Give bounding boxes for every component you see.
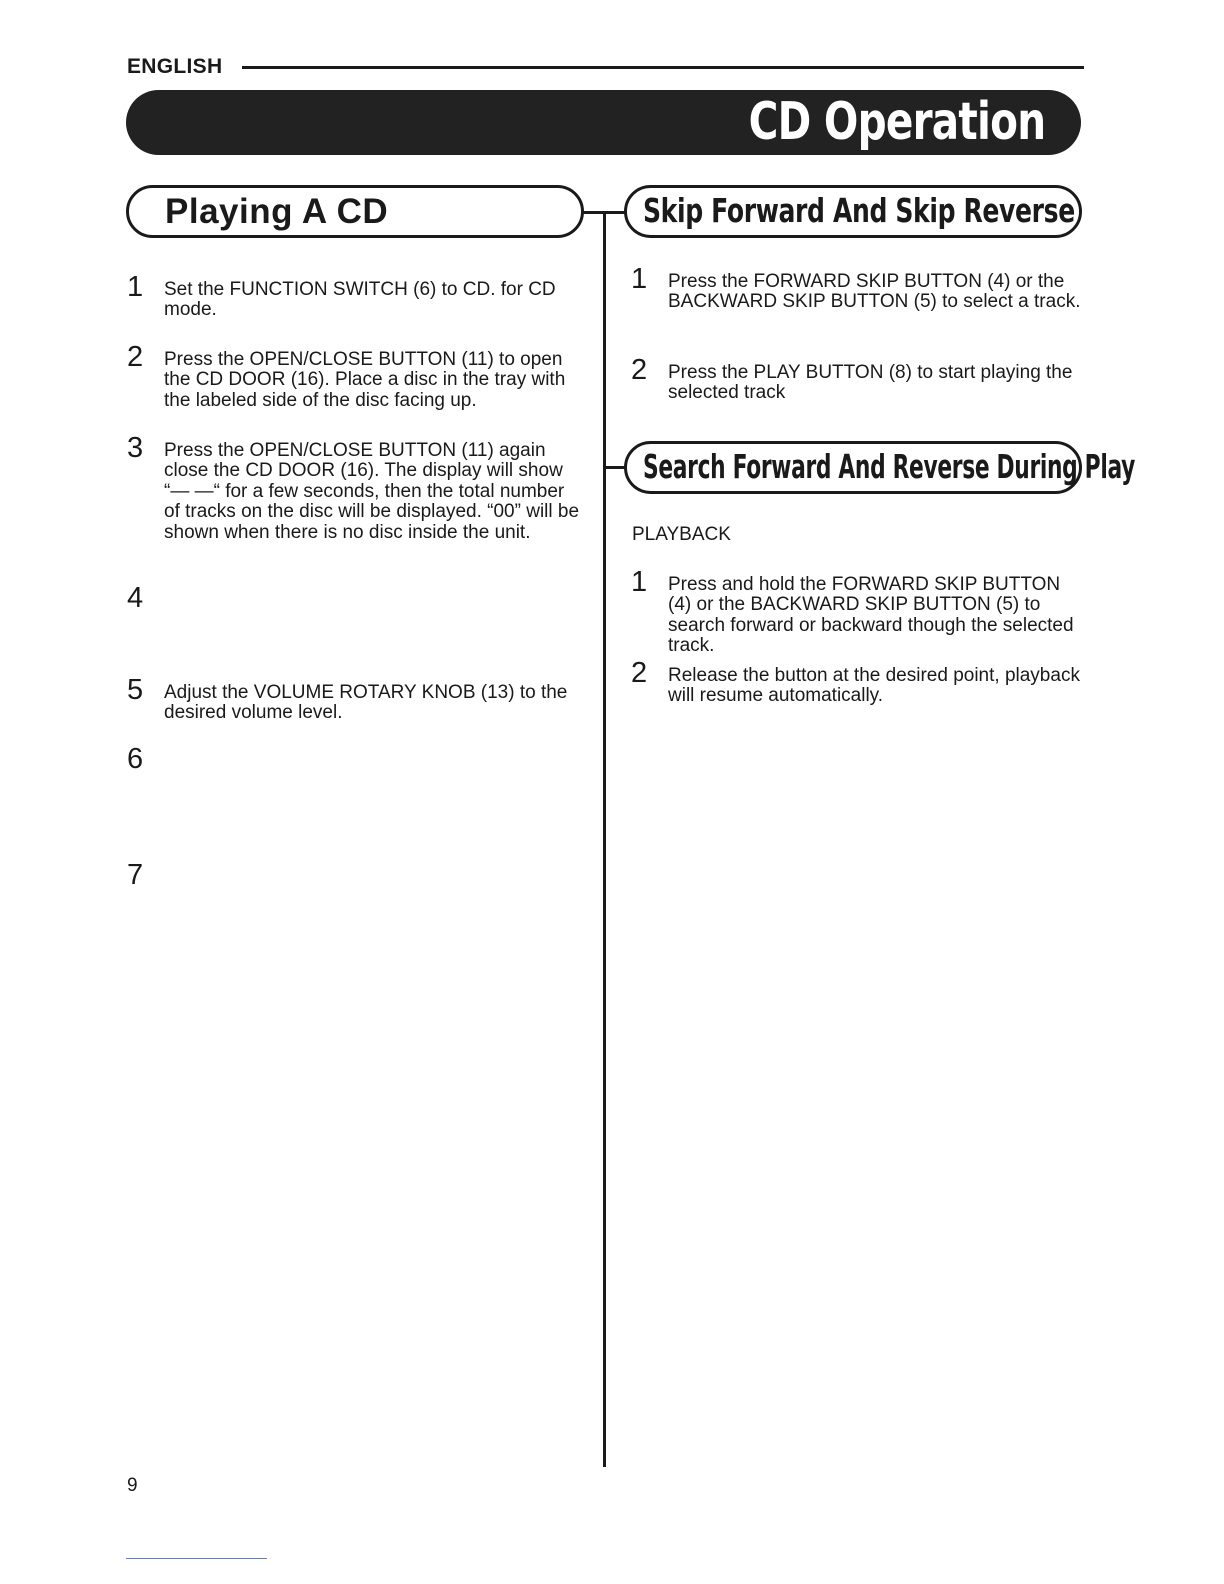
step-number: 2: [631, 657, 648, 689]
step-number: 7: [127, 859, 144, 891]
step-text: Press the PLAY BUTTON (8) to start playing the selected track: [668, 362, 1073, 404]
step-number: 2: [127, 341, 144, 373]
step-text: Release the button at the desired point, playback will resume automatically.: [668, 665, 1080, 707]
connector-line: [603, 466, 626, 469]
step-text: Press the OPEN/CLOSE BUTTON (11) again close the CD DOOR (16). The display will show “— —“ for a few seconds, then the total number of tracks on the disc will be displayed. “00” will be shown when there is no disc inside the unit.: [164, 440, 580, 543]
column-divider: [603, 211, 606, 1467]
step-number: 1: [127, 271, 144, 303]
step-text: Adjust the VOLUME ROTARY KNOB (13) to the desired volume level.: [164, 682, 568, 724]
banner-title: CD Operation: [748, 92, 1045, 152]
step-number: 6: [127, 743, 144, 775]
step-number: 3: [127, 432, 144, 464]
header-rule: [242, 66, 1084, 69]
skip-title: Skip Forward And Skip Reverse: [643, 191, 1075, 230]
step-number: 1: [631, 566, 648, 598]
step-number: 2: [631, 354, 648, 386]
step-number: 1: [631, 263, 648, 295]
step-text: Press and hold the FORWARD SKIP BUTTON (4) or the BACKWARD SKIP BUTTON (5) to search forward or backward though the selected track.: [668, 574, 1074, 657]
section-banner: [126, 90, 1081, 155]
page-number: 9: [127, 1475, 138, 1496]
playback-label: PLAYBACK: [632, 524, 731, 545]
skip-heading: [624, 185, 1082, 238]
search-heading: [624, 441, 1136, 494]
step-text: Set the FUNCTION SWITCH (6) to CD. for CD mode.: [164, 279, 556, 321]
footer-divider: [126, 1558, 267, 1559]
language-label: ENGLISH: [127, 55, 223, 78]
connector-line: [580, 211, 626, 214]
step-number: 5: [127, 674, 144, 706]
step-number: 4: [127, 582, 144, 614]
step-text: Press the FORWARD SKIP BUTTON (4) or the BACKWARD SKIP BUTTON (5) to select a track.: [668, 271, 1081, 313]
step-text: Press the OPEN/CLOSE BUTTON (11) to open the CD DOOR (16). Place a disc in the tray with the labeled side of the disc facing up.: [164, 349, 566, 411]
search-title: Search Forward And Reverse During Play: [643, 447, 1136, 486]
playing-cd-title: Playing A CD: [165, 192, 389, 231]
playing-cd-heading: [126, 185, 584, 238]
